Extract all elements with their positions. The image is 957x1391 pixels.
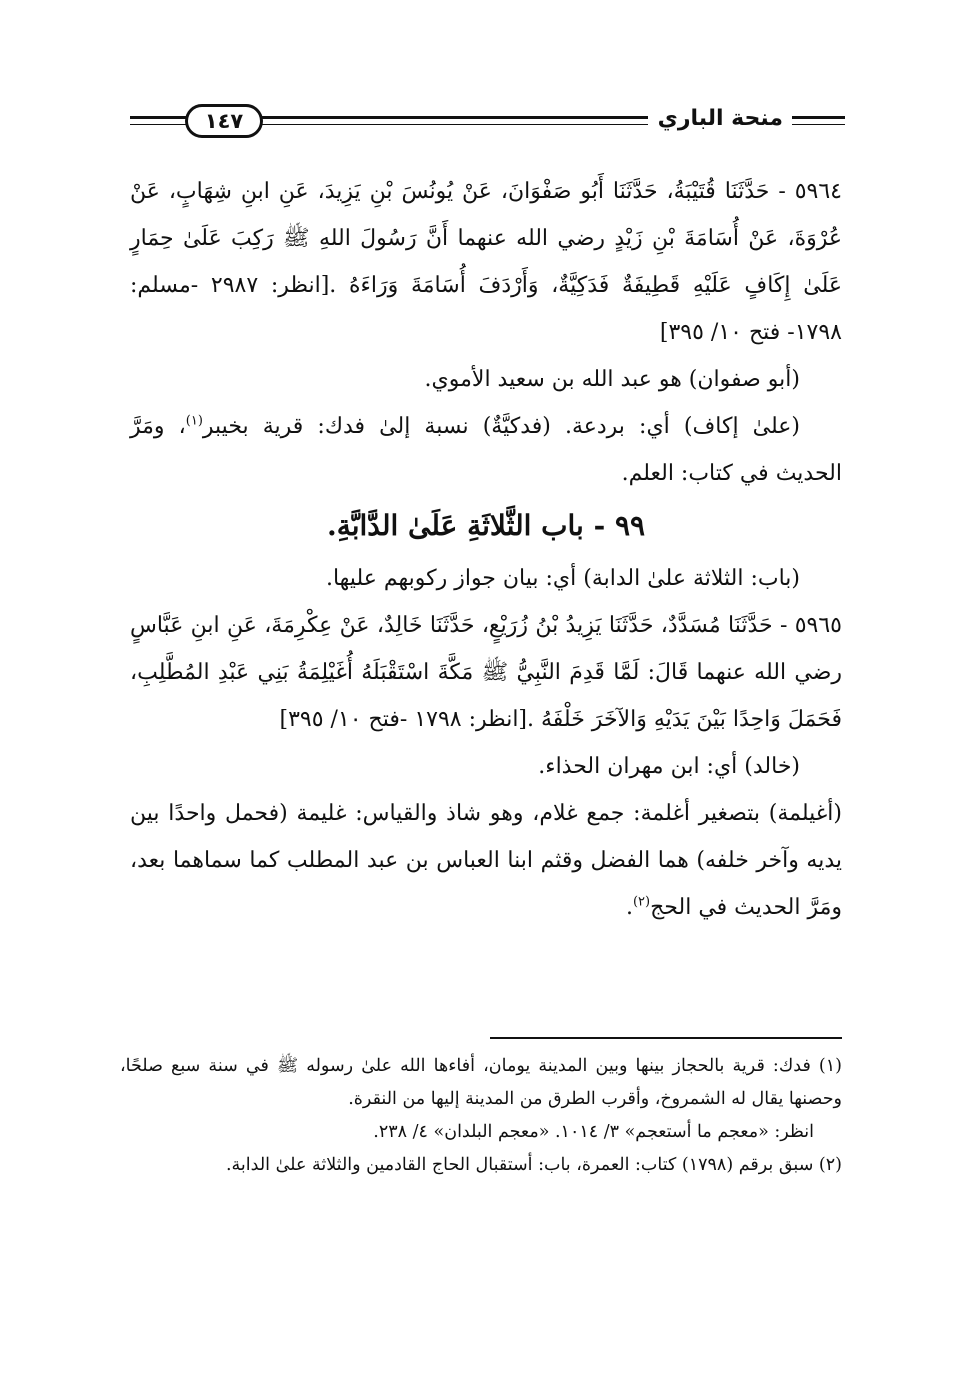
commentary-ikaf: [130, 403, 842, 497]
commentary-bab: (باب: الثلاثة علىٰ الدابة) أي: بيان جواز ركوبهم عليها.: [325, 566, 800, 591]
commentary-ughaylima-text: (أغيلمة) بتصغير أغلمة: جمع غلام، وهو شاذ والقياس: غليمة (فحمل واحدًا بين يديه وآخر خلفه) هما الفضل وقثم ابنا العباس بن عبد المطلب كما سماهما بعد، ومَرَّ الحديث في الحج: [130, 801, 842, 920]
header-rule-left-bottom: [130, 124, 190, 125]
footnote-separator: [490, 1037, 842, 1039]
header-rule-middle-top: [260, 116, 648, 119]
commentary-ikaf-text: (علىٰ إكاف) أي: بردعة. (فدكيَّةٌ) نسبة إلىٰ فدك: قرية بخيبر: [202, 414, 801, 439]
main-text: [130, 168, 842, 931]
commentary-ughaylima: [130, 790, 842, 931]
hadith-5965: ٥٩٦٥ - حَدَّثَنَا مُسَدَّدٌ، حَدَّثَنَا يَزِيدُ بْنُ زُرَيْعٍ، حَدَّثَنَا خَالِدٌ، عَنْ عِكْرِمَةَ، عَنِ ابنِ عَبَّاسٍ رضي الله عنهما قَالَ: لَمَّا قَدِمَ النَّبِيُّ ﷺ مَكَّةَ اسْتَقْبَلَهُ أُغَيْلِمَةُ بَنِي عَبْدِ المُطَّلِبِ، فَحَمَلَ وَاحِدًا بَيْنَ يَدَيْهِ وَالآخَرَ خَلْفَهُ .[انظر: ١٧٩٨ -فتح ١٠/ ٣٩٥]: [130, 613, 842, 732]
header-rule-left-top: [130, 116, 190, 119]
footnote-1-reference: انظر: «معجم ما أستعجم» ٣/ ١٠١٤. «معجم البلدان» ٤/ ٢٣٨.: [373, 1122, 814, 1142]
footnotes: [120, 1050, 842, 1182]
commentary-abu-safwan: (أبو صفوان) هو عبد الله بن سعيد الأموي.: [424, 367, 800, 392]
book-title: منحة الباري: [657, 106, 783, 131]
commentary-ikaf-tail: ، ومَرَّ الحديث في كتاب: العلم.: [130, 414, 842, 486]
header-rule-middle-bottom: [260, 124, 648, 125]
hadith-5964: ٥٩٦٤ - حَدَّثَنَا قُتَيْبَةُ، حَدَّثَنَا أَبُو صَفْوَانَ، عَنْ يُونُسَ بْنِ يَزِيدَ، عَنِ ابنِ شِهَابٍ، عَنْ عُرْوَةَ، عَنْ أُسَامَةَ بْنِ زَيْدٍ رضي الله عنهما أَنَّ رَسُولَ اللهِ ﷺ رَكِبَ عَلَىٰ حِمَارٍ عَلَىٰ إِكَافٍ عَلَيْهِ قَطِيفَةٌ فَدَكِيَّةٌ، وَأَرْدَفَ أُسَامَةَ وَرَاءَهُ .[انظر: ٢٩٨٧ -مسلم: ١٧٩٨- فتح ١٠/ ٣٩٥]: [130, 179, 842, 345]
footnote-ref-2: (٢): [632, 894, 651, 910]
page-number: ١٤٧: [185, 104, 263, 138]
footnote-1: (١) فدك: قرية بالحجاز بينها وبين المدينة يومان، أفاءها الله علىٰ رسوله ﷺ في سنة سبع صلحًا، وحصنها يقال له الشمروخ، وأقرب الطرق من المدينة إليها من النقرة.: [120, 1056, 842, 1109]
page-header: [130, 100, 845, 150]
commentary-khalid: (خالد) أي: ابن مهران الحذاء.: [538, 754, 800, 779]
footnote-2: (٢) سبق برقم (١٧٩٨) كتاب: العمرة، باب: أستقبال الحاج القادمين والثلاثة علىٰ الدابة.: [225, 1155, 842, 1175]
chapter-heading: ٩٩ - باب الثَّلاثَةِ عَلَىٰ الدَّابَّةِ.: [326, 509, 646, 542]
header-rule-right-bottom: [792, 124, 845, 125]
header-rule-right-top: [792, 116, 845, 119]
commentary-ughaylima-tail: .: [625, 895, 633, 920]
footnote-ref-1: (١): [185, 413, 203, 429]
